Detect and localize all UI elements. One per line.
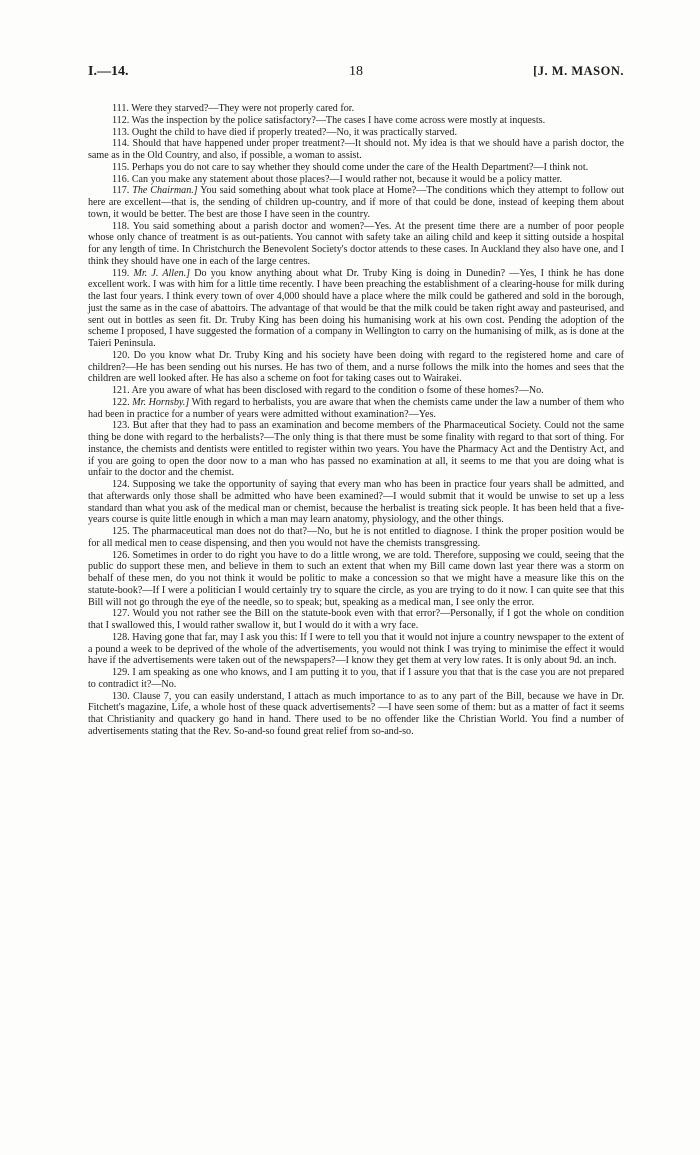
paragraph-text: Can you make any statement about those places?—I would rather not, because it would be a policy matter. xyxy=(131,173,563,185)
question-number: 127. xyxy=(112,608,130,620)
evidence-paragraph xyxy=(88,608,624,632)
paragraph-text: Was the inspection by the police satisfactory?—The cases I have come across were mostly at inquests. xyxy=(131,114,546,126)
evidence-paragraph xyxy=(88,127,624,139)
evidence-paragraph xyxy=(88,691,624,738)
question-number: 120. xyxy=(112,349,130,361)
paragraph-text: Would you not rather see the Bill on the statute-book even with that error?—Personally, if I got the whole on condition that I swallowed this, I would rather swallow it, but I would do it with a wry face. xyxy=(88,608,624,631)
question-number: 112. xyxy=(112,114,130,126)
question-number: 113. xyxy=(112,126,130,138)
question-number: 114. xyxy=(112,138,130,150)
question-number: 118. xyxy=(112,220,130,232)
witness-name: [J. M. MASON. xyxy=(533,64,624,78)
question-number: 115. xyxy=(112,161,130,173)
paragraph-text: Clause 7, you can easily understand, I attach as much importance to as to any part of the Bill, because we have in Dr. Fitchett's magazine, Life, a whole host of these quack advertisements? —I have seen some of them: but as a matter of fact it seems that Christianity and quackery go hand in hand. There used to be no offender like the Christian World. You find a number of advertisements stating that the Rev. So-and-so found great relief from so-and-so. xyxy=(88,690,624,737)
question-number: 125. xyxy=(112,526,130,537)
paragraph-text: You said something about a parish doctor and women?—Yes. At the present time there are a number of poor people whose only chance of treatment is as out-patients. You cannot with safety take an ailing child and keep it sitting outside a hospital for any length of time. In Christchurch the Benevolent Society's doctor attends to these cases. In Auckland they also have one, and I think they should have one in each of the large centres. xyxy=(88,220,624,267)
speaker-name: The Chairman.] xyxy=(132,185,198,197)
evidence-paragraph xyxy=(88,115,624,127)
paper-reference: I.—14. xyxy=(88,64,129,79)
paragraph-text: Having gone that far, may I ask you this: If I were to tell you that it would not injure a country newspaper to the extent of a pound a week to be deprived of the whole of the advertisements, you would not think I was trying to minimise the effect it would have if the advertisements were taken out of the newspapers?—I know they get them at very low rates. It is only about 9d. an inch. xyxy=(88,631,624,667)
speaker-name: Mr. Hornsby.] xyxy=(132,396,190,408)
evidence-paragraph xyxy=(88,479,624,526)
evidence-paragraph xyxy=(88,397,624,421)
question-number: 119. xyxy=(112,267,130,279)
page-header xyxy=(88,64,624,84)
question-number: 129. xyxy=(112,667,130,678)
paragraph-text: Supposing we take the opportunity of saying that every man who has been in practice four years shall be admitted, and that afterwards only those shall be admitted who have been examined?—I would submit that it would be unwise to set up a less standard than what you ask of the medical man or chemist, because the herbalist is treating sick people. It has been held that a five-years course is quite little enough in which a man may learn anatomy, physiology, and the other things. xyxy=(88,479,624,526)
question-number: 124. xyxy=(112,479,130,490)
question-number: 121. xyxy=(112,385,130,396)
paragraph-text: Do you know anything about what Dr. Truby King is doing in Dunedin? —Yes, I think he has done excellent work. I was with him for a little time recently. I have been preaching the establishment of a clearing-house for milk during the last four years. I think every town of over 4,000 should have a place where the milk could be gathered and sold in the borough, just the same as in the case of abattoirs. The advantage of that would be that the milk could be taken right away and pasteurised, and sent out in bottles as seen fit. Dr. Truby King has been doing his humanising work at his own cost. Pending the adoption of the scheme I proposed, I have suggested the formation of a company in Wellington to carry on the humanising of milk, as is done at the Taieri Peninsula. xyxy=(88,267,624,349)
paragraph-text: You said something about what took place at Home?—The conditions which they attempt to follow out here are excellent—that is, the sending of children up-country, and if more of that could be done, instead of keeping them about town, it would be better. The best are those I have seen in the country. xyxy=(88,185,624,220)
question-number: 123. xyxy=(112,420,130,432)
evidence-paragraph xyxy=(88,174,624,186)
evidence-paragraph xyxy=(88,221,624,268)
paragraph-text: Ought the child to have died if properly treated?—No, it was practically starved. xyxy=(131,126,457,138)
paragraph-text: I am speaking as one who knows, and I am putting it to you, that if I assure you that that is the case you are not prepared to contradict it?—No. xyxy=(88,667,624,690)
speaker-name: Mr. J. Allen.] xyxy=(133,267,191,279)
evidence-paragraph xyxy=(88,268,624,350)
question-number: 128. xyxy=(112,631,130,643)
evidence-paragraph xyxy=(88,350,624,385)
paragraph-text: Should that have happened under proper treatment?—It should not. My idea is that we should have a parish doctor, the same as in the Old Country, and also, if possible, a woman to assist. xyxy=(88,138,625,161)
evidence-paragraph xyxy=(88,632,624,667)
paragraph-text: Perhaps you do not care to say whether they should come under the care of the Health Department?—I think not. xyxy=(131,161,589,173)
evidence-paragraph xyxy=(88,138,624,162)
paragraph-text: With regard to herbalists, you are aware that when the chemists came under the law a number of them who had been in practice for a number of years were admitted without examination?—Yes. xyxy=(88,396,624,420)
question-number: 111. xyxy=(112,103,129,114)
evidence-paragraph xyxy=(88,420,624,479)
paragraph-text: Are you aware of what has been disclosed with regard to the condition o fsome of these homes?—No. xyxy=(131,385,544,396)
evidence-paragraph xyxy=(88,185,624,220)
paragraph-text: Do you know what Dr. Truby King and his society have been doing with regard to the registered home and care of children?—He has been sending out his nurses. He has two of them, and a nurse follows the milk into the homes and sees that the children are well looked after. He has also a scheme on foot for taking cases out to Wairakei. xyxy=(88,349,624,385)
question-number: 130. xyxy=(112,690,130,702)
question-number: 116. xyxy=(112,173,130,185)
question-number: 117. xyxy=(112,185,130,197)
paragraph-text: Sometimes in order to do right you have to do a little wrong, we are told. Therefore, supposing we could, seeing that the public do support these men, and believe in them to such an extent that when my Bill came down last year there was a storm on behalf of these men, do you not think it would be politic to make a concession so that we might have a measure like this on the statute-book?—If I were a politician I would certainly try to square the circle, as you are trying to do it now. I can quite see that this Bill will not go through the eye of the needle, so to speak; but, speaking as a medical man, I see only the error. xyxy=(88,549,624,608)
paragraph-text: The pharmaceutical man does not do that?—No, but he is not entitled to diagnose. I think the proper position would be for all medical men to cease dispensing, and then you would not have the chemists transgressing. xyxy=(88,526,624,549)
evidence-paragraph xyxy=(88,103,624,115)
evidence-paragraph xyxy=(88,162,624,174)
page-number: 18 xyxy=(349,64,363,79)
paragraph-text: Were they starved?—They were not properly cared for. xyxy=(131,103,355,114)
paragraph-text: But after that they had to pass an examination and become members of the Pharmaceutical Society. Could not the same thing be done with regard to the herbalists?—The only thing is that there must be some finality with regard to that sort of thing. For instance, the chemists and dentists were entitled to register within two years. You have the Pharmacy Act and the Dentistry Act, and if you are going to open the door now to a man who has passed no examination at all, it seems to me that you are doing what is unfair to the doctor and the chemist. xyxy=(88,420,624,479)
evidence-paragraph xyxy=(88,667,624,691)
evidence-paragraph xyxy=(88,385,624,397)
evidence-paragraph xyxy=(88,550,624,609)
question-number: 126. xyxy=(112,549,130,561)
evidence-paragraph xyxy=(88,526,624,550)
evidence-body xyxy=(88,103,624,738)
question-number: 122. xyxy=(112,396,130,408)
